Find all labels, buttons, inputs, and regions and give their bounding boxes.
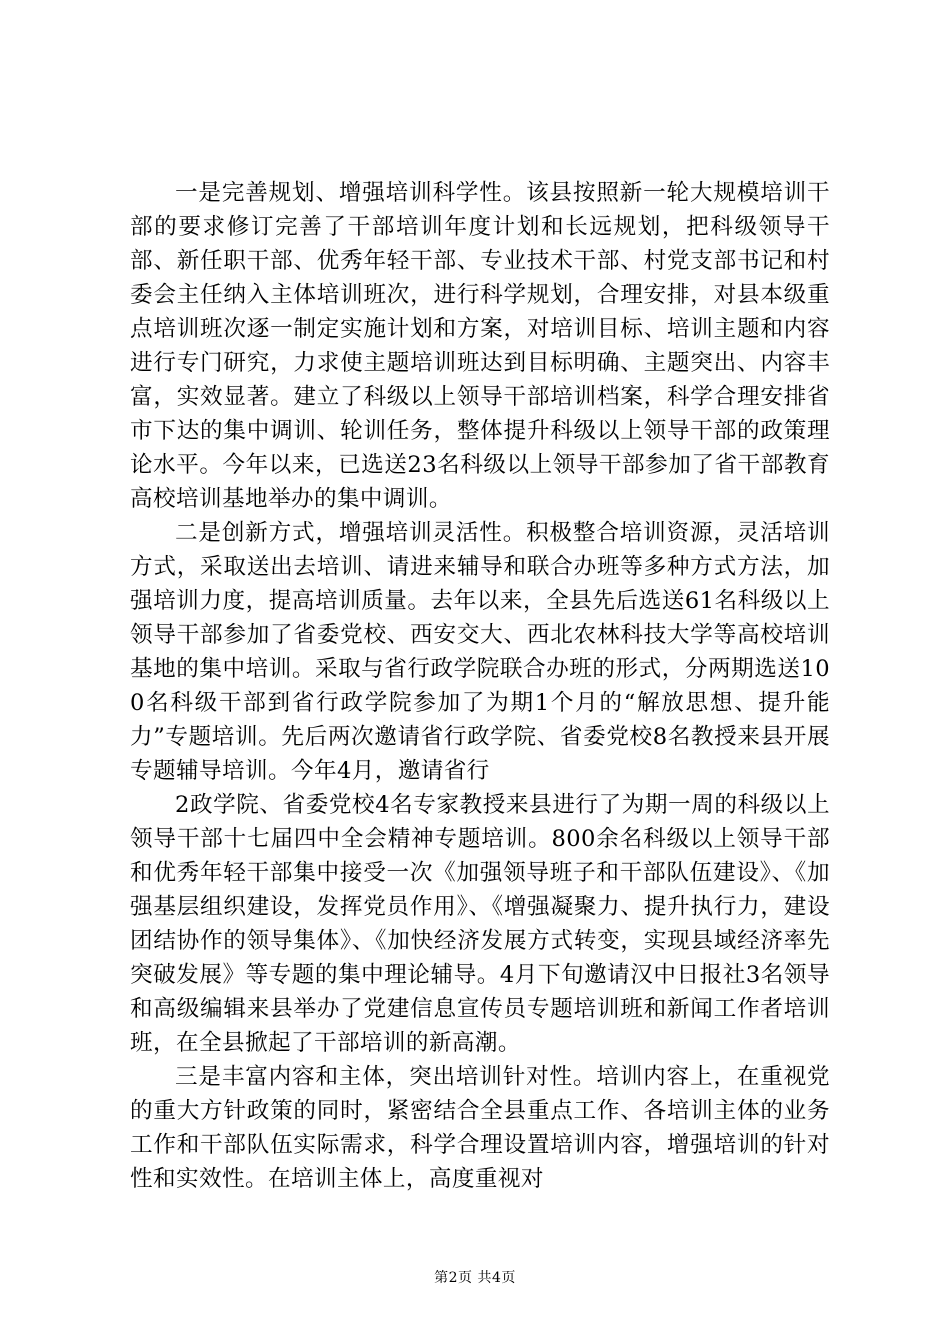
page-number-footer: 第2页 共4页	[434, 1270, 516, 1286]
paragraph-planning: 一是完善规划、增强培训科学性。该县按照新一轮大规模培训干部的要求修订完善了干部培训年度计划和长远规划，把科级领导干部、新任职干部、优秀年轻干部、专业技术干部、村党支部书记和村委会主任纳入主体培训班次，进行科学规划，合理安排，对县本级重点培训班次逐一制定实施计划和方案，对培训目标、培训主题和内容进行专门研究，力求使主题培训班达到目标明确、主题突出、内容丰富，实效显著。建立了科级以上领导干部培训档案，科学合理安排省市下达的集中调训、轮训任务，整体提升科级以上领导干部的政策理论水平。今年以来，已选送23名科级以上领导干部参加了省干部教育高校培训基地举办的集中调训。	[130, 180, 830, 512]
paragraph-innovation: 二是创新方式，增强培训灵活性。积极整合培训资源，灵活培训方式，采取送出去培训、请进来辅导和联合办班等多种方式方法，加强培训力度，提高培训质量。去年以来，全县先后选送61名科级以上领导干部参加了省委党校、西安交大、西北农林科技大学等高校培训基地的集中培训。采取与省行政学院联合办班的形式，分两期选送100名科级干部到省行政学院参加了为期1个月的“解放思想、提升能力”专题培训。先后两次邀请省行政学院、省委党校8名教授来县开展专题辅导培训。今年4月，邀请省行	[130, 520, 830, 784]
paragraph-continuation: 2政学院、省委党校4名专家教授来县进行了为期一周的科级以上领导干部十七届四中全会精神专题培训。800余名科级以上领导干部和优秀年轻干部集中接受一次《加强领导班子和干部队伍建设》、《加强基层组织建设，发挥党员作用》、《增强凝聚力、提升执行力，建设团结协作的领导集体》、《加快经济发展方式转变，实现县域经济率先突破发展》等专题的集中理论辅导。4月下旬邀请汉中日报社3名领导和高级编辑来县举办了党建信息宣传员专题培训班和新闻工作者培训班，在全县掀起了干部培训的新高潮。	[130, 792, 830, 1056]
paragraph-content: 三是丰富内容和主体，突出培训针对性。培训内容上，在重视党的重大方针政策的同时，紧密结合全县重点工作、各培训主体的业务工作和干部队伍实际需求，科学合理设置培训内容，增强培训的针对性和实效性。在培训主体上，高度重视对	[130, 1064, 830, 1192]
document-body	[130, 176, 830, 1196]
